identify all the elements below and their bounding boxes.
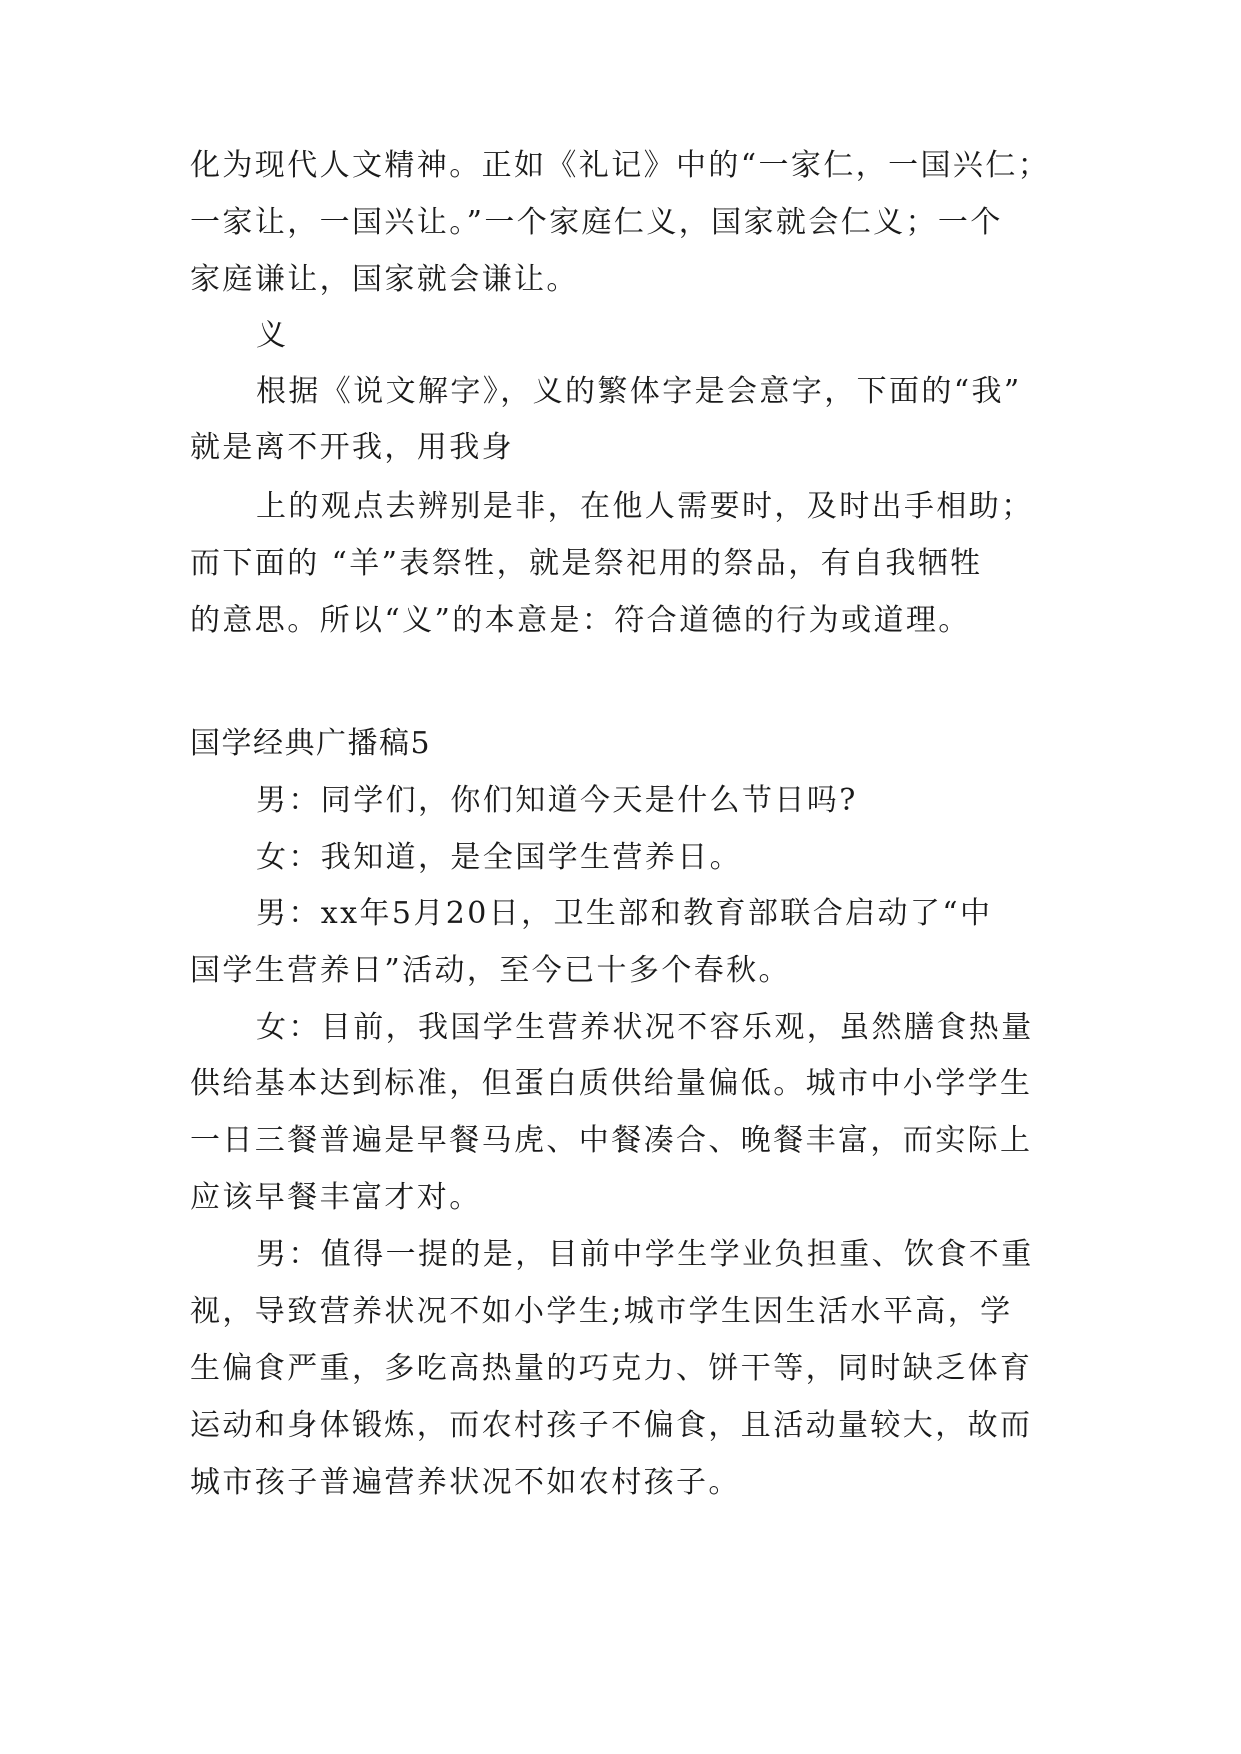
dialogue-line: 女：目前，我国学生营养状况不容乐观，虽然膳食热量 [256, 1010, 1034, 1045]
text-line: 一日三餐普遍是早餐马虎、中餐凑合、晚餐丰富，而实际上 [190, 1123, 1033, 1158]
text-line: 视，导致营养状况不如小学生;城市学生因生活水平高，学 [190, 1294, 1013, 1329]
dialogue-line: 男：值得一提的是，目前中学生学业负担重、饮食不重 [256, 1237, 1034, 1272]
text-line: 国学生营养日”活动，至今已十多个春秋。 [190, 953, 791, 988]
section-heading-yi: 义 [256, 318, 289, 353]
text-line: 供给基本达到标准，但蛋白质供给量偏低。城市中小学学生 [190, 1066, 1033, 1101]
text-line: 就是离不开我，用我身 [190, 430, 514, 465]
text-line: 运动和身体锻炼，而农村孩子不偏食，且活动量较大，故而 [190, 1408, 1033, 1443]
text-line: 生偏食严重，多吃高热量的巧克力、饼干等，同时缺乏体育 [190, 1351, 1033, 1386]
text-line: 的意思。所以“义”的本意是：符合道德的行为或道理。 [190, 603, 971, 638]
text-line: 根据《说文解字》，义的繁体字是会意字，下面的“我” [256, 374, 1022, 409]
article-title: 国学经典广播稿5 [190, 726, 432, 761]
text-line: 化为现代人文精神。正如《礼记》中的“一家仁，一国兴仁； [190, 148, 1051, 183]
text-line: 应该早餐丰富才对。 [190, 1180, 482, 1215]
text-line: 上的观点去辨别是非，在他人需要时，及时出手相助； [256, 489, 1034, 524]
text-line: 一家让，一国兴让。”一个家庭仁义，国家就会仁义；一个 [190, 205, 1003, 240]
dialogue-line: 女：我知道，是全国学生营养日。 [256, 840, 742, 875]
text-line: 城市孩子普遍营养状况不如农村孩子。 [190, 1465, 741, 1500]
dialogue-line: 男：同学们，你们知道今天是什么节日吗? [256, 783, 858, 818]
text-line: 家庭谦让，国家就会谦让。 [190, 262, 579, 297]
text-line: 而下面的 “羊”表祭牲，就是祭祀用的祭品，有自我牺牲 [190, 546, 983, 581]
dialogue-line: 男：xx年5月20日，卫生部和教育部联合启动了“中 [256, 896, 993, 931]
